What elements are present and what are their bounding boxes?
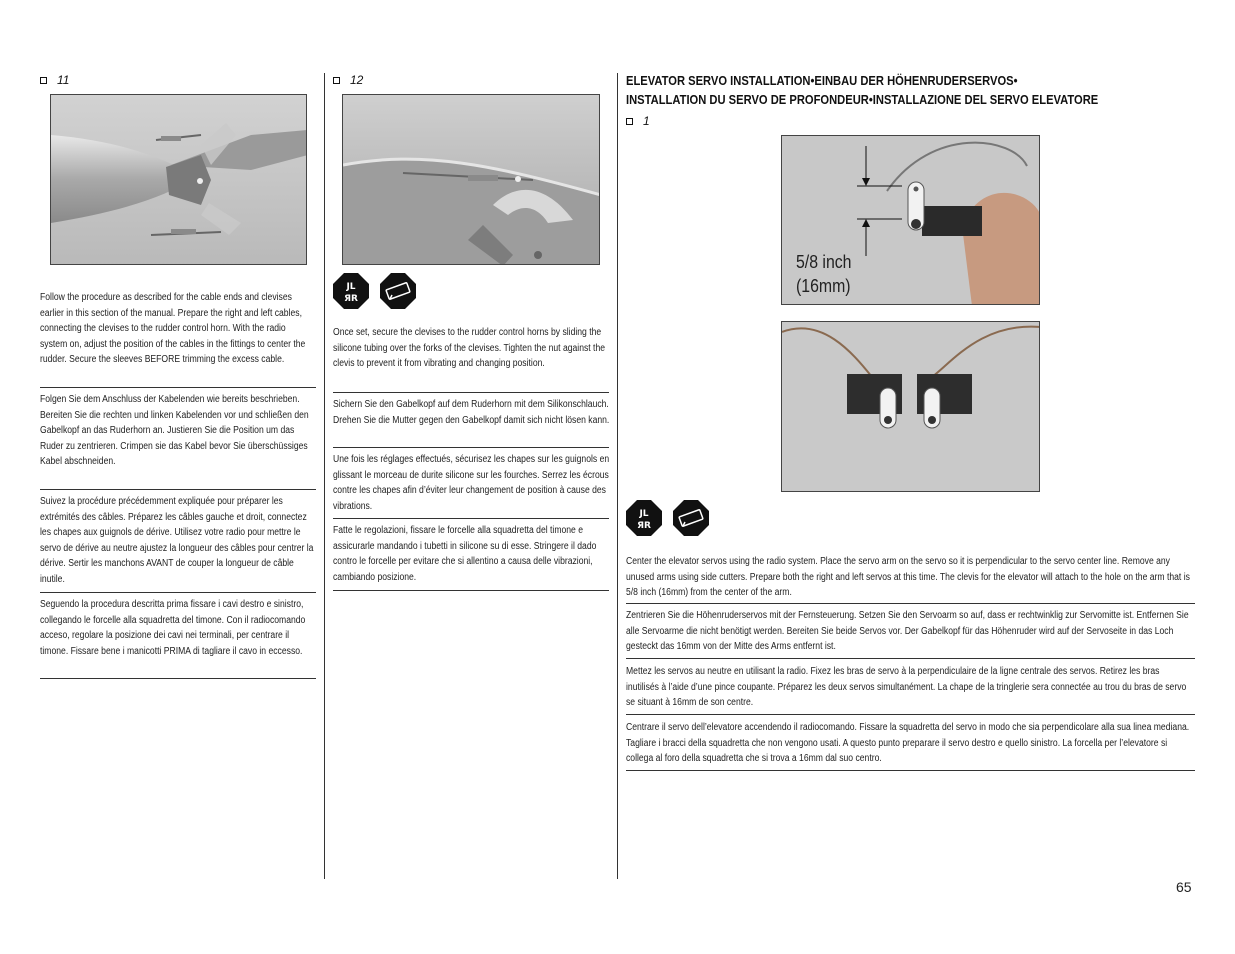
paragraph-english: Follow the procedure as described for the cable ends and clevises earlier in this section of the manual. Prepare the right and left cables, connecting the clevises to the rudder control horn. With the radio system on, adjust the position of the cables in the fittings to center the rudder. Secure the sleeves BEFORE trimming the excess cable.	[40, 292, 306, 365]
paragraph-italian: Centrare il servo dell’elevatore accendendo il radiocomando. Fissare la squadretta del servo in modo che sia perpendicolare alla sua linea mediana. Tagliare i bracci della squadretta che non vengono usati. A questo punto preparare il servo destro e quello sinistro. La forcella per l’elevatore si collega al foro della squadretta che si trova a 16mm dal suo centro.	[626, 722, 1190, 764]
svg-text:JL: JL	[639, 509, 649, 519]
divider	[333, 392, 609, 393]
radio-transmitter-icon	[626, 500, 662, 536]
divider	[333, 590, 609, 591]
column-rule	[617, 73, 618, 879]
checkbox-icon	[626, 118, 633, 125]
divider	[626, 603, 1195, 604]
paragraph-english: Center the elevator servos using the radio system. Place the servo arm on the servo so it is perpendicular to the servo center line. Remove any unused arms using side cutters. Prepare both the right and left servos at this time. The clevis for the elevator will attach to the hole on the arm that is 5/8 inch (16mm) from the center of the arm.	[626, 556, 1190, 598]
step-marker	[333, 73, 363, 87]
step-marker	[40, 73, 69, 87]
divider	[40, 489, 316, 490]
photo-clevis-silicone	[342, 94, 600, 265]
side-cutter-icon	[380, 273, 416, 309]
measurement-label	[796, 250, 851, 298]
step-marker	[626, 114, 650, 128]
checkbox-icon	[40, 77, 47, 84]
divider	[626, 714, 1195, 715]
paragraph-english: Once set, secure the clevises to the rudder control horns by sliding the silicone tubing over the forks of the clevises. Tighten the nut against the clevis to prevent it from vibrating and changing position.	[333, 327, 606, 369]
column-rule	[324, 73, 325, 879]
photo-two-servos	[781, 321, 1040, 492]
radio-transmitter-icon	[333, 273, 369, 309]
photo-rudder-cables	[50, 94, 307, 265]
paragraph-french: Une fois les réglages effectués, sécurisez les chapes sur les guignols en glissant le morceau de durite silicone sur les fourches. Serrez les écrous contre les chapes afin d’éviter leur changement de position à cause des vibrations.	[333, 454, 610, 512]
paragraph-german: Zentrieren Sie die Höhenruderservos mit der Fernsteuerung. Setzen Sie den Servoarm so auf, dass er rechtwinklig zur Servomitte ist. Entfernen Sie alle Servoarme die nicht benötigt werden. Bereiten Sie beide Servos vor. Der Gabelkopf für das Höhenruder wird auf der Servoseite in das Loch gesteckt das 16mm von der Mitte des Arms entfernt ist.	[626, 610, 1189, 652]
step-number: 1	[643, 114, 650, 128]
section-heading-line2: INSTALLATION DU SERVO DE PROFONDEUR•INSTALLAZIONE DEL SERVO ELEVATORE	[626, 92, 1099, 107]
divider	[626, 658, 1195, 659]
section-heading-line1: ELEVATOR SERVO INSTALLATION•EINBAU DER HÖHENRUDERSERVOS•	[626, 73, 1018, 88]
checkbox-icon	[333, 77, 340, 84]
divider	[333, 518, 609, 519]
svg-text:JL: JL	[346, 282, 356, 292]
measurement-label-mm: (16mm)	[796, 276, 851, 296]
divider	[40, 387, 316, 388]
step-number: 12	[350, 73, 364, 87]
paragraph-french: Mettez les servos au neutre en utilisant la radio. Fixez les bras de servo à la perpendiculaire de la ligne centrale des servos. Retirez les bras inutilisés à l’aide d’une pince coupante. Préparez les deux servos simultanément. La chape de la tringlerie sera connectée au trou du bras de servo se situant à 16mm de son centre.	[626, 666, 1187, 708]
photo-servo-arm-measurement	[781, 135, 1040, 305]
measurement-label-inch: 5/8 inch	[796, 252, 852, 272]
divider	[40, 592, 316, 593]
paragraph-german: Sichern Sie den Gabelkopf auf dem Ruderhorn mit dem Silikonschlauch. Drehen Sie die Mutter gegen den Gabelkopf damit sich nicht lösen kann.	[333, 399, 610, 426]
svg-text:ЯR: ЯR	[344, 294, 358, 304]
divider	[333, 447, 609, 448]
side-cutter-icon	[673, 500, 709, 536]
divider	[40, 678, 316, 679]
paragraph-german: Folgen Sie dem Anschluss der Kabelenden wie bereits beschrieben. Bereiten Sie die rechten und linken Kabelenden vor und schließen den Gabelkopf an das Ruderhorn an. Justieren Sie die Position um das Ruder zu zentrieren. Crimpen sie das Kabel bevor Sie überschüssiges Kabel abschneiden.	[40, 394, 309, 467]
paragraph-italian: Fatte le regolazioni, fissare le forcelle alla squadretta del timone e assicurarle mandando i tubetti in silicone su di esse. Stringere il dado contro le forcelle per evitare che si allentino a causa delle vibrazioni, cambiando posizione.	[333, 525, 597, 583]
svg-text:ЯR: ЯR	[637, 521, 651, 531]
page-number: 65	[1176, 879, 1192, 895]
divider	[626, 770, 1195, 771]
paragraph-french: Suivez la procédure précédemment expliquée pour préparer les extrémités des câbles. Préparez les câbles gauche et droit, connectez les chapes aux guignols de dérive. Utilisez votre radio pour mettre le servo de dérive au neutre ajustez la longueur des câbles pour centrer la dérive. Sertir les manchons AVANT de couper la longueur de câble inutile.	[40, 496, 314, 585]
step-number: 11	[57, 73, 70, 87]
paragraph-italian: Seguendo la procedura descritta prima fissare i cavi destro e sinistro, collegando le forcelle alla squadretta del timone. Con il radiocomando acceso, regolare la posizione dei cavi nei terminali, per centrare il timone. Fissare bene i manicotti PRIMA di tagliare il cavo in eccesso.	[40, 599, 306, 657]
